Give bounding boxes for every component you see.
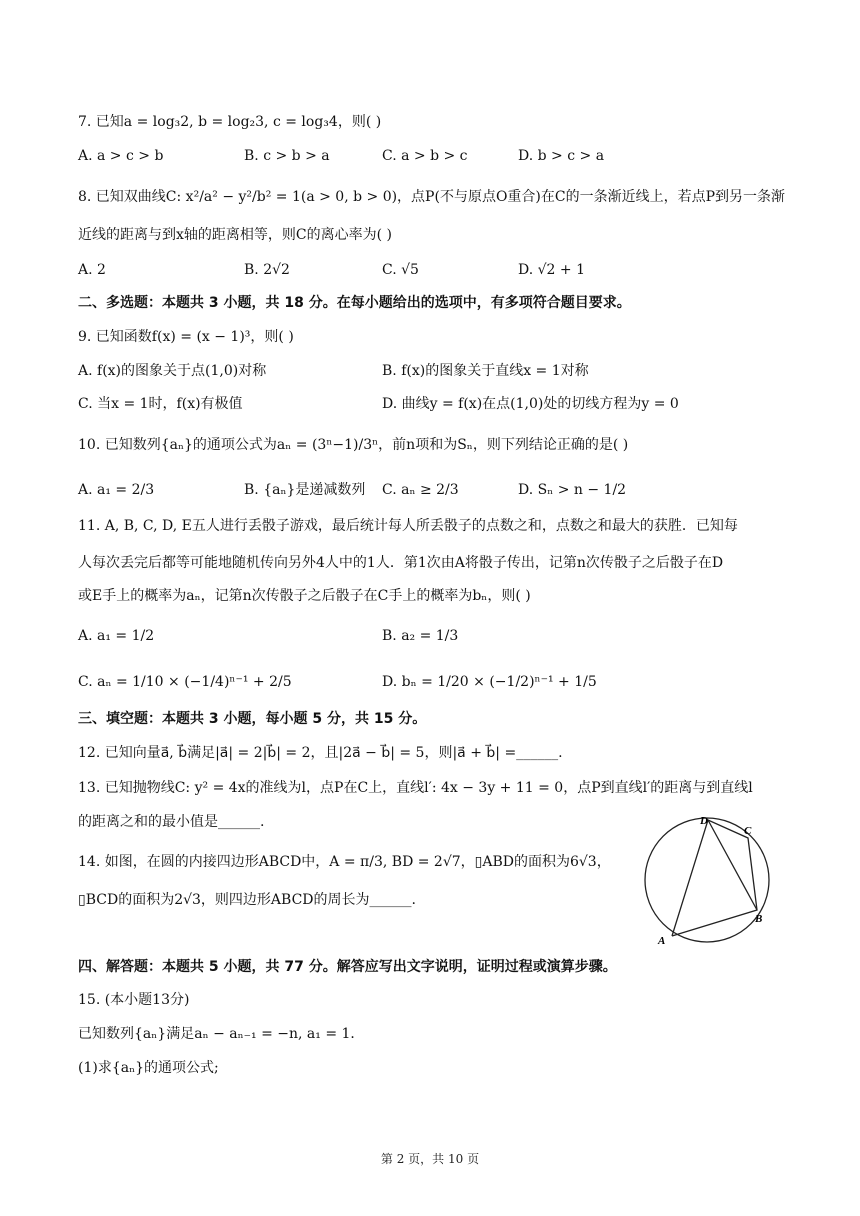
q9-option-c: C. 当x = 1时，f(x)有极值 bbox=[78, 396, 243, 412]
q8-option-c: C. √5 bbox=[382, 262, 419, 278]
quadrilateral-abcd bbox=[672, 820, 757, 936]
q13-line2: 的距离之和的最小值是______. bbox=[78, 814, 265, 830]
q12-stem: 12. 已知向量a⃗, b⃗满足|a⃗| = 2|b⃗| = 2，且|2a⃗ − b⃗| = 5，则|a⃗ + b⃗| =______. bbox=[78, 745, 563, 761]
q8-option-d: D. √2 + 1 bbox=[518, 262, 585, 278]
section-heading-multiple-choice: 二、多选题：本题共 3 小题，共 18 分。在每小题给出的选项中，有多项符合题目要求。 bbox=[78, 295, 631, 311]
q14-line2: ▯BCD的面积为2√3，则四边形ABCD的周长为______. bbox=[78, 892, 416, 908]
q11-line1: 11. A, B, C, D, E五人进行丢骰子游戏，最后统计每人所丢骰子的点数之和，点数之和最大的获胜．已知每 bbox=[78, 518, 738, 534]
q11-line2: 人每次丢完后都等可能地随机传向另外4人中的1人．第1次由A将骰子传出，记第n次传骰子之后骰子在D bbox=[78, 555, 724, 571]
section-heading-solutions: 四、解答题：本题共 5 小题，共 77 分。解答应写出文字说明，证明过程或演算步骤。 bbox=[78, 959, 617, 975]
cyclic-quadrilateral-figure bbox=[640, 810, 774, 950]
q11-option-b: B. a₂ = 1/3 bbox=[382, 628, 459, 644]
q8-stem-line2: 近线的距离与到x轴的距离相等，则C的离心率为( ) bbox=[78, 227, 392, 243]
q11-option-d: D. bₙ = 1/20 × (−1/2)ⁿ⁻¹ + 1/5 bbox=[382, 674, 597, 690]
q9-stem: 9. 已知函数f(x) = (x − 1)³，则( ) bbox=[78, 329, 294, 345]
q7-option-d: D. b > c > a bbox=[518, 148, 605, 164]
q8-stem-line1: 8. 已知双曲线C: x²/a² − y²/b² = 1(a > 0, b > 0)，点P(不与原点O重合)在C的一条渐近线上，若点P到另一条渐 bbox=[78, 189, 786, 205]
q7-option-c: C. a > b > c bbox=[382, 148, 468, 164]
q11-line3: 或E手上的概率为aₙ，记第n次传骰子之后骰子在C手上的概率为bₙ，则( ) bbox=[78, 588, 531, 604]
q10-option-a: A. a₁ = 2/3 bbox=[78, 482, 155, 498]
q10-option-b: B. {aₙ}是递减数列 bbox=[244, 482, 366, 498]
q8-option-a: A. 2 bbox=[78, 262, 106, 278]
page-footer: 第 2 页，共 10 页 bbox=[380, 1152, 480, 1166]
q8-option-b: B. 2√2 bbox=[244, 262, 290, 278]
section-heading-fill-in: 三、填空题：本题共 3 小题，每小题 5 分，共 15 分。 bbox=[78, 711, 427, 727]
q11-option-c: C. aₙ = 1/10 × (−1/4)ⁿ⁻¹ + 2/5 bbox=[78, 674, 292, 690]
q9-option-a: A. f(x)的图象关于点(1,0)对称 bbox=[78, 363, 267, 379]
q15-header: 15. (本小题13分) bbox=[78, 992, 190, 1008]
q10-option-c: C. aₙ ≥ 2/3 bbox=[382, 482, 459, 498]
q15-part1: (1)求{aₙ}的通项公式; bbox=[78, 1060, 219, 1076]
vertex-label-c: C bbox=[744, 825, 752, 837]
q9-option-d: D. 曲线y = f(x)在点(1,0)处的切线方程为y = 0 bbox=[382, 396, 679, 412]
vertex-label-d: D bbox=[700, 815, 708, 827]
q10-stem: 10. 已知数列{aₙ}的通项公式为aₙ = (3ⁿ−1)/3ⁿ，前n项和为Sₙ，则下列结论正确的是( ) bbox=[78, 437, 629, 453]
q7-option-a: A. a > c > b bbox=[78, 148, 164, 164]
q15-line1: 已知数列{aₙ}满足aₙ − aₙ₋₁ = −n, a₁ = 1． bbox=[78, 1026, 365, 1042]
vertex-label-b: B bbox=[755, 913, 763, 925]
q7-stem: 7. 已知a = log₃2, b = log₂3, c = log₃4，则( ) bbox=[78, 114, 382, 130]
vertex-label-a: A bbox=[658, 935, 666, 947]
q10-option-d: D. Sₙ > n − 1/2 bbox=[518, 482, 627, 498]
q7-option-b: B. c > b > a bbox=[244, 148, 330, 164]
q9-option-b: B. f(x)的图象关于直线x = 1对称 bbox=[382, 363, 589, 379]
q14-line1: 14. 如图，在圆的内接四边形ABCD中，A = π/3, BD = 2√7，▯ABD的面积为6√3， bbox=[78, 854, 611, 870]
q13-line1: 13. 已知抛物线C: y² = 4x的准线为l，点P在C上，直线l′: 4x − 3y + 11 = 0，点P到直线l′的距离与到直线l bbox=[78, 780, 753, 796]
q11-option-a: A. a₁ = 1/2 bbox=[78, 628, 155, 644]
